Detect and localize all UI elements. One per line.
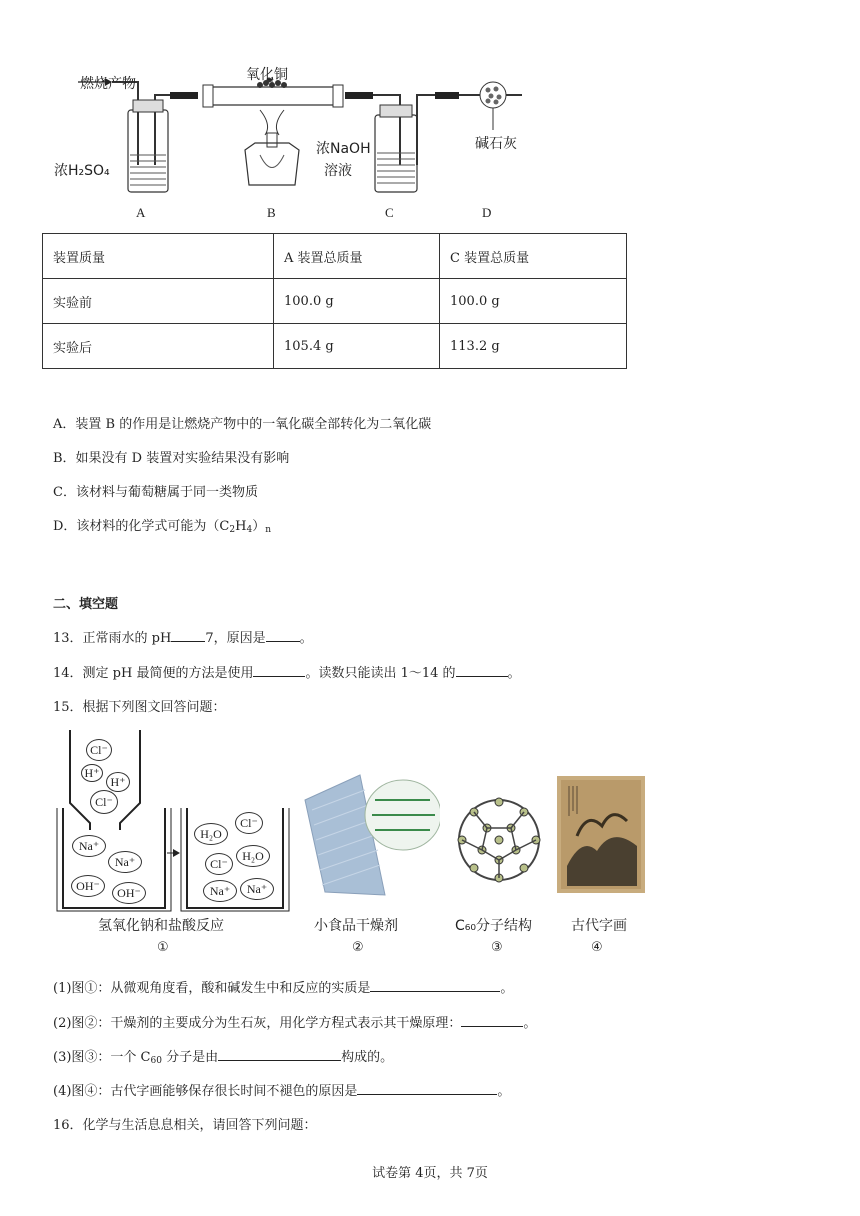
table-row — [43, 324, 627, 369]
letter-c: C — [385, 205, 394, 220]
table-cell: 113.2 g — [440, 324, 627, 369]
subquestion-4: (4)图④：古代字画能够保存很长时间不褪色的原因是 。 — [53, 1084, 511, 1099]
ion-cl: Cl⁻ — [86, 739, 112, 761]
table-cell: 100.0 g — [440, 279, 627, 324]
ion-h2o: H₂O — [236, 845, 270, 867]
page-footer: 试卷第 4页，共 7页 — [372, 1166, 488, 1181]
answer-blank[interactable] — [171, 630, 205, 642]
answer-blank[interactable] — [461, 1015, 523, 1027]
question-13: 13．正常雨水的 pH 7，原因是 。 — [53, 631, 313, 646]
ancient-painting-image — [557, 776, 645, 893]
mass-table — [42, 233, 627, 369]
subquestion-2: (2)图②：干燥剂的主要成分为生石灰，用化学方程式表示其干燥原理： 。 — [53, 1016, 537, 1031]
label-conc-naoh: 浓NaOH — [316, 141, 371, 157]
option-d: D．该材料的化学式可能为$(C_2H_4)_n$ — [53, 519, 271, 535]
label-soda-lime: 碱石灰 — [475, 136, 517, 152]
figure-number: ③ — [491, 940, 503, 955]
ion-h2o: H₂O — [194, 823, 228, 845]
option-a: A．装置 B 的作用是让燃烧产物中的一氧化碳全部转化为二氧化碳 — [53, 417, 432, 432]
table-header: C 装置总质量 — [440, 234, 627, 279]
answer-blank[interactable] — [456, 665, 508, 677]
answer-blank[interactable] — [370, 980, 500, 992]
figure-number: ④ — [591, 940, 603, 955]
c60-image — [452, 790, 547, 890]
section-title: 二、填空题 — [53, 597, 119, 612]
label-conc-h2so4: 浓H₂SO₄ — [54, 163, 110, 179]
ion-na: Na⁺ — [240, 878, 274, 900]
ion-cl: Cl⁻ — [205, 853, 233, 875]
table-header: A 装置总质量 — [274, 234, 440, 279]
caption-c60: C₆₀分子结构 — [455, 918, 532, 934]
question-15: 15．根据下列图文回答问题： — [53, 700, 226, 715]
figure-number: ② — [352, 940, 364, 955]
ion-cl: Cl⁻ — [90, 790, 118, 814]
ion-h: H⁺ — [106, 772, 130, 792]
question-16: 16．化学与生活息息相关，请回答下列问题： — [53, 1118, 317, 1133]
desiccant-image — [300, 770, 440, 900]
caption-painting: 古代字画 — [571, 918, 627, 934]
table-cell: 实验前 — [43, 279, 274, 324]
option-b: B．如果没有 D 装置对实验结果没有影响 — [53, 451, 290, 466]
label-combustion-products: 燃烧产物 — [80, 76, 136, 92]
answer-blank[interactable] — [218, 1049, 341, 1061]
subquestion-1: (1)图①：从微观角度看，酸和碱发生中和反应的实质是 。 — [53, 981, 514, 996]
letter-d: D — [482, 205, 492, 220]
ion-na: Na⁺ — [108, 851, 142, 873]
label-solution: 溶液 — [324, 163, 352, 179]
ion-h: H⁺ — [81, 764, 103, 782]
question-14: 14．测定 pH 最简便的方法是使用 。读数只能读出 1～14 的 。 — [53, 666, 521, 681]
caption-desiccant: 小食品干燥剂 — [314, 918, 398, 934]
option-c: C．该材料与葡萄糖属于同一类物质 — [53, 485, 258, 500]
answer-blank[interactable] — [253, 665, 305, 677]
ion-oh: OH⁻ — [112, 882, 146, 904]
label-copper-oxide: 氧化铜 — [246, 67, 288, 83]
figure-number: ① — [157, 940, 169, 955]
table-header-row — [43, 234, 627, 279]
letter-b: B — [267, 205, 276, 220]
table-cell: 实验后 — [43, 324, 274, 369]
answer-blank[interactable] — [357, 1083, 497, 1095]
answer-blank[interactable] — [266, 630, 300, 642]
ion-na: Na⁺ — [203, 880, 237, 902]
table-row — [43, 279, 627, 324]
ion-na: Na⁺ — [72, 835, 106, 857]
ion-oh: OH⁻ — [71, 875, 105, 897]
letter-a: A — [136, 205, 146, 220]
table-header: 装置质量 — [43, 234, 274, 279]
table-cell: 105.4 g — [274, 324, 440, 369]
caption-neutralization: 氢氧化钠和盐酸反应 — [98, 918, 224, 934]
subquestion-3: (3)图③：一个 $C_{60}$ 分子是由 构成的。 — [53, 1050, 394, 1066]
ion-cl: Cl⁻ — [235, 812, 263, 834]
table-cell: 100.0 g — [274, 279, 440, 324]
